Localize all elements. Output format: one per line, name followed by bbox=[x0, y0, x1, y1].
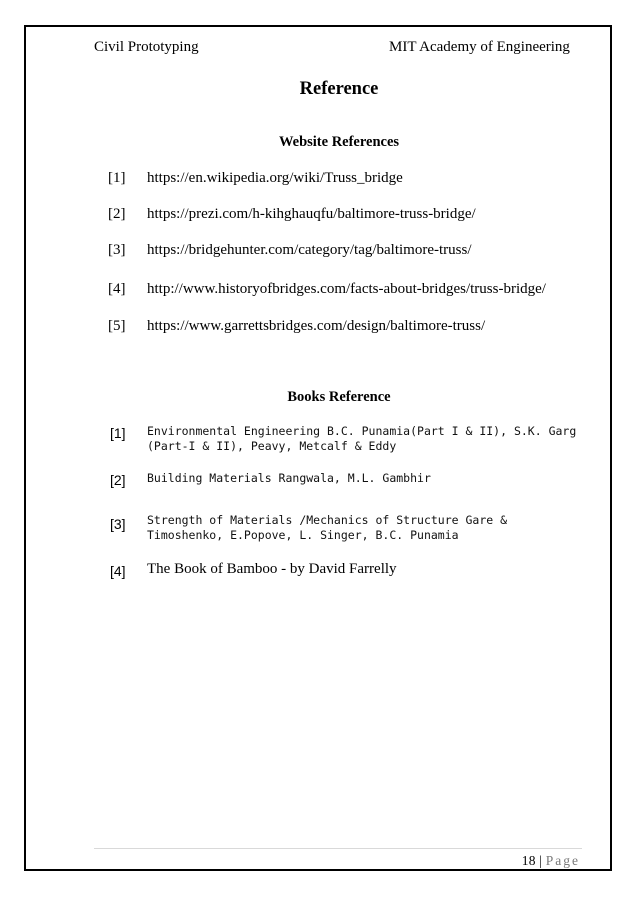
website-ref-link[interactable]: https://prezi.com/h-kihghauqfu/baltimore-truss-bridge/ bbox=[147, 206, 476, 222]
books-reference-heading: Books Reference bbox=[287, 389, 391, 405]
website-ref-number: [2] bbox=[108, 206, 126, 222]
website-references-heading: Website References bbox=[278, 134, 400, 150]
footer-separator: | bbox=[535, 853, 546, 868]
website-ref-number: [5] bbox=[108, 318, 126, 334]
header-institution: MIT Academy of Engineering bbox=[389, 39, 570, 55]
book-ref-number: [4] bbox=[110, 563, 126, 579]
page-title: Reference bbox=[299, 79, 379, 99]
page-label: Page bbox=[545, 853, 580, 868]
footer-rule bbox=[94, 848, 582, 849]
website-ref-number: [4] bbox=[108, 281, 126, 297]
website-ref-number: [3] bbox=[108, 242, 126, 258]
header-course-title: Civil Prototyping bbox=[94, 39, 199, 55]
book-ref-text: Environmental Engineering B.C. Punamia(Part I & II), S.K. Garg (Part-I & II), Peavy, Metcalf & Eddy bbox=[147, 424, 577, 453]
page-number: 18 bbox=[521, 853, 536, 868]
book-ref-text: Building Materials Rangwala, M.L. Gambhir bbox=[147, 471, 431, 485]
book-ref-text: The Book of Bamboo - by David Farrelly bbox=[147, 561, 397, 577]
website-ref-link[interactable]: https://bridgehunter.com/category/tag/baltimore-truss/ bbox=[147, 242, 472, 258]
book-ref-number: [3] bbox=[110, 516, 126, 532]
website-ref-link[interactable]: https://www.garrettsbridges.com/design/baltimore-truss/ bbox=[147, 318, 486, 334]
book-ref-number: [1] bbox=[110, 425, 126, 441]
book-ref-number: [2] bbox=[110, 472, 126, 488]
book-ref-text: Strength of Materials /Mechanics of Structure Gare & Timoshenko, E.Popove, L. Singer, B.C. Punamia bbox=[147, 513, 508, 542]
website-ref-number: [1] bbox=[108, 170, 126, 186]
website-ref-link[interactable]: http://www.historyofbridges.com/facts-about-bridges/truss-bridge/ bbox=[147, 281, 546, 297]
website-ref-link[interactable]: https://en.wikipedia.org/wiki/Truss_bridge bbox=[147, 170, 403, 186]
page-footer bbox=[522, 853, 580, 869]
